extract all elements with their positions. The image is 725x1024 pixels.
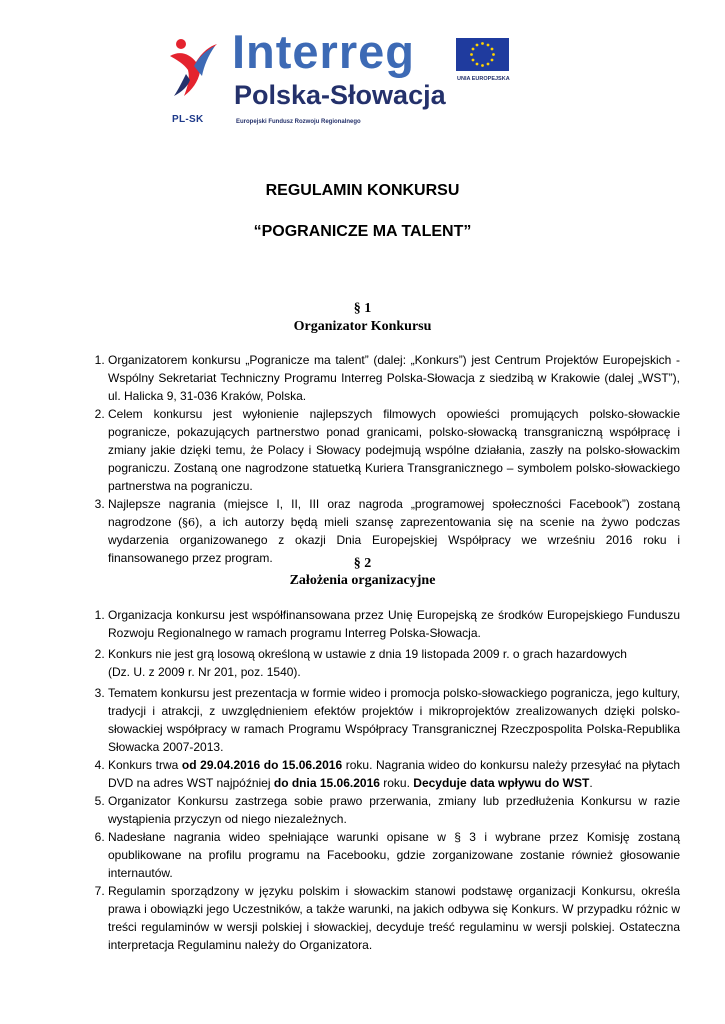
list-item: 2. Celem konkursu jest wyłonienie najlepszych filmowych opowieści promujących polsko-słowackie pogranicze, pokazujących partnerstwo ponad granicami, polsko-słowacką transgraniczną współpracę i zmiany jakie dzięki temu, że Polacy i Słowacy podejmują wspólne działania, zaszły na polsko-słowackim pograniczu. Zostaną one nagrodzone statuetką Kuriera Transgranicznego – symbolem polsko-słowackiego partnerstwa na pograniczu. [108,405,680,495]
section-1-heading: Organizator Konkursu [293,319,432,334]
contest-name: “POGRANICZE MA TALENT” [253,223,472,240]
fund-name: Europejski Fundusz Rozwoju Regionalnego [236,119,361,125]
list-item: 3. Najlepsze nagrania (miejsce I, II, III oraz nagroda „programowej społeczności Facebook”) zostaną nagrodzone (§6), a ich autorzy będą mieli szansę zaprezentowania się na scenie na żywo podczas wydarzenia organizowanego z okazji Dnia Europejskiej Współpracy we wrześniu 2016 roku i finansowanego przez program. [108,495,680,567]
list-item: 1. Organizacja konkursu jest współfinansowana przez Unię Europejską ze środków Europejskiego Funduszu Rozwoju Regionalnego w ramach programu Interreg Polska-Słowacja. [108,606,680,642]
program-code: PL-SK [172,114,204,125]
eu-label: UNIA EUROPEJSKA [457,76,510,82]
list-item: 4. Konkurs trwa od 29.04.2016 do 15.06.2016 roku. Nagrania wideo do konkursu należy przesyłać na płytach DVD na adres WST najpóźniej do dnia 15.06.2016 roku. Decyduje data wpływu do WST. [108,756,680,792]
list-item: 3. Tematem konkursu jest prezentacja w formie wideo i promocja polsko-słowackiego pogranicza, jego kultury, tradycji i atrakcji, z uwzględnieniem efektów projektów i mikroprojektów zrealizowanych dzięki polsko-słowackiej współpracy w ramach Programu Współpracy Transgranicznej Rzeczpospolita Polska-Republika Słowacka 2007-2013. [108,684,680,756]
section-2-list [87,606,680,954]
list-item: 2. Konkurs nie jest grą losową określoną w ustawie z dnia 19 listopada 2009 r. o grach hazardowych (Dz. U. z 2009 r. Nr 201, poz. 1540). [108,645,680,681]
interreg-wordmark: Interreg [232,25,415,78]
section-reference: §6 [182,515,196,529]
section-1-number: § 1 [353,301,372,316]
list-item: 7. Regulamin sporządzony w języku polskim i słowackim stanowi podstawę organizacji Konkursu, określa prawa i obowiązki jego Uczestników, a także warunki, na jakich odbywa się Konkurs. W przypadku różnic w treści regulaminów w wersji polskiej i słowackiej, decyduje treść regulaminu w wersji polskiej. Ostateczna interpretacja Regulaminu należy do Organizatora. [108,882,680,954]
list-item: 6. Nadesłane nagrania wideo spełniające warunki opisane w § 3 i wybrane przez Komisję zostaną opublikowane na profilu programu na Facebooku, gdzie zorganizowane zostanie również głosowanie internautów. [108,828,680,882]
list-item: 1. Organizatorem konkursu „Pogranicze ma talent” (dalej: „Konkurs”) jest Centrum Projektów Europejskich - Wspólny Sekretariat Techniczny Programu Interreg Polska-Słowacja z siedzibą w Krakowie (dalej „WST”), ul. Halicka 9, 31-036 Kraków, Polska. [108,351,680,405]
interreg-logo-block [160,25,580,130]
section-1-list [87,351,680,567]
document-title: REGULAMIN KONKURSU [265,182,460,199]
eu-flag-icon [456,38,509,71]
region-name: Polska-Słowacja [234,80,446,110]
pl-sk-figure-icon [168,36,218,98]
section-2-heading: Założenia organizacyjne [289,573,436,588]
list-item: 5. Organizator Konkursu zastrzega sobie prawo przerwania, zmiany lub przedłużenia Konkursu w razie wystąpienia przyczyn od niego niezależnych. [108,792,680,828]
section-2-number: § 2 [353,556,372,571]
